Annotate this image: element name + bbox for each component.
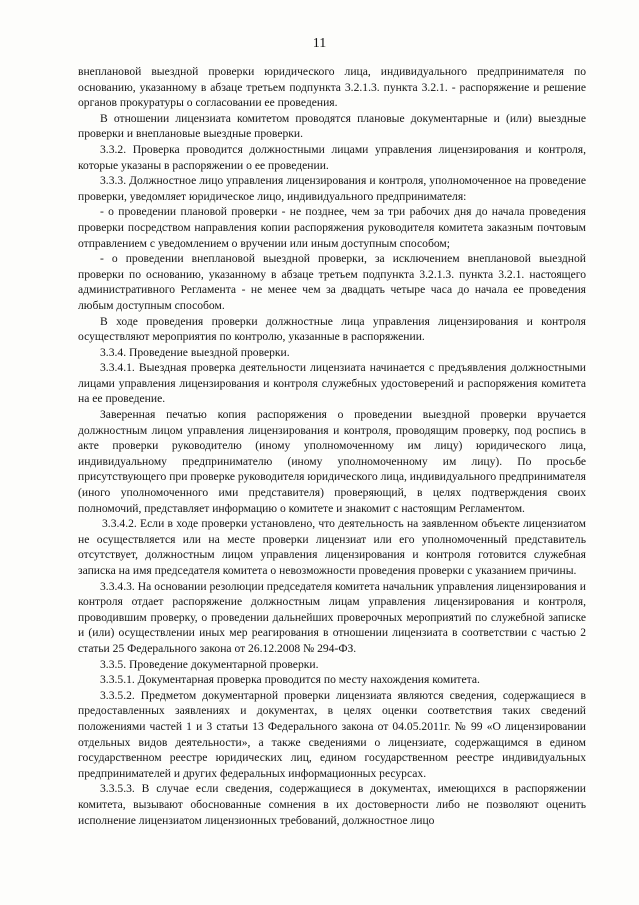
paragraph: 3.3.4.1. Выездная проверка деятельности лицензиата начинается с предъявления должностными лицами управления лицензирования и контроля служебных удостоверений и распоряжения комитета на ее проведение. [78, 361, 586, 406]
paragraph: 3.3.2. Проверка проводится должностными лицами управления лицензирования и контроля, которые указаны в распоряжении о ее проведении. [78, 142, 586, 172]
paragraph: - о проведении плановой проверки - не позднее, чем за три рабочих дня до начала проведения проверки посредством направления копии распоряжения руководителя комитета заказным почтовым отправлением с уведомлением о вручении или иным доступным способом; [78, 205, 586, 250]
paragraph: 3.3.5.1. Документарная проверка проводится по месту нахождения комитета. [100, 673, 480, 687]
paragraph: 3.3.5.2. Предметом документарной проверки лицензиата являются сведения, содержащиеся в предоставленных заявлениях и документах, в целях оценки соответствия таких сведений положениями частей 1 и 3 статьи 13 Федерального закона от 04.05.2011г. № 99 «О лицензировании отдельных видов деятельности», а также сведениями о лицензиате, содержащимся в едином государственном реестре юридических лиц, едином государственном реестре индивидуальных предпринимателей и других федеральных информационных ресурсах. [78, 688, 586, 780]
paragraph: В ходе проведения проверки должностные лица управления лицензирования и контроля осуществляют мероприятия по контролю, указанные в распоряжении. [78, 314, 586, 344]
paragraph: 3.3.3. Должностное лицо управления лицензирования и контроля, уполномоченное на проведение проверки, уведомляет юридическое лицо, индивидуального предпринимателя: [78, 174, 586, 203]
paragraph: 3.3.4.2. Если в ходе проверки установлено, что деятельность на заявленном объекте лицензиатом не осуществляется или на месте проверки лицензиат или его уполномоченный представитель отсутствует, должностным лицом управления лицензирования и контроля готовится служебная записка на имя председателя комитета о невозможности проведения проверки с указанием причины. [78, 517, 586, 577]
paragraph: 3.3.5.3. В случае если сведения, содержащиеся в документах, имеющихся в распоряжении комитета, вызывают обоснованные сомнения в их достоверности либо не позволяют оценить исполнение лицензиатом лицензионных требований, должностное лицо [78, 782, 586, 827]
paragraph: 3.3.5. Проведение документарной проверки. [100, 657, 319, 671]
document-body [78, 64, 586, 828]
paragraph: В отношении лицензиата комитетом проводятся плановые документарные и (или) выездные проверки и внеплановые выездные проверки. [78, 111, 586, 141]
paragraph: внеплановой выездной проверки юридического лица, индивидуального предпринимателя по основанию, указанному в абзаце третьем подпункта 3.2.1.3. пункта 3.2.1. - распоряжение и решение органов прокуратуры о согласовании ее проведения. [78, 65, 586, 110]
page-number: 11 [312, 36, 327, 51]
paragraph: 3.3.4. Проведение выездной проверки. [100, 345, 290, 359]
paragraph: 3.3.4.3. На основании резолюции председателя комитета начальник управления лицензирования и контроля отдает распоряжение должностным лицам управления лицензирования и контроля, проводившим проверку, о проведении дальнейших проверочных мероприятий по служебной записке и (или) осуществлении иных мер реагирования в отношении лицензиата в соответствии с частью 2 статьи 25 Федерального закона от 26.12.2008 № 294-ФЗ. [78, 579, 586, 655]
paragraph: Заверенная печатью копия распоряжения о проведении выездной проверки вручается должностным лицом управления лицензирования и контроля, проводящим проверку, под роспись в акте проверки руководителю (иному уполномоченному им лицу) юридического лица, индивидуальному предпринимателю (иному уполномоченному им лицу). По просьбе присутствующего при проверке руководителя юридического лица, индивидуального предпринимателя (иного уполномоченного ими представителя) проверяющий, в целях подтверждения своих полномочий, представляет информацию о комитете и знакомит с настоящим Регламентом. [78, 408, 586, 515]
paragraph: - о проведении внеплановой выездной проверки, за исключением внеплановой выездной проверки по основанию, указанному в абзаце третьем подпункта 3.2.1.3. пункта 3.2.1. настоящего административного Регламента - не менее чем за двадцать четыре часа до начала ее проведения любым доступным способом. [78, 252, 586, 312]
